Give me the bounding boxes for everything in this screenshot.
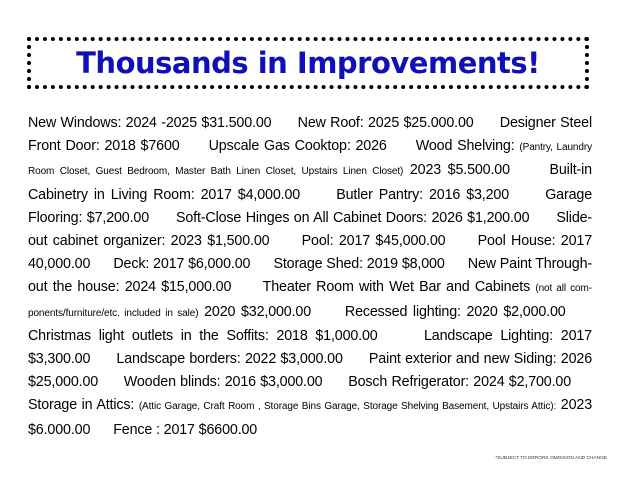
improvement-cost: 2023 $5.500.00 [403,162,510,179]
improvement-text: Slide-out cabinet organizer: 2023 $1,500.00 [28,209,593,250]
title-banner [27,37,589,89]
improvement-item [176,210,529,226]
improvement-item [298,115,474,131]
page-title: Thousands in Improvements! [76,46,540,80]
improvement-text: Landscape borders: 2022 $3,000.00 [116,351,343,368]
improvement-text: Pool House: 2017 40,000.00 [28,233,593,273]
improvement-item [28,328,378,344]
improvement-text: Pool: 2017 $45,000.00 [301,233,446,250]
improvement-text: Fence : 2017 $6600.00 [113,421,258,438]
improvement-text: New Windows: 2024 -2025 $31.500.00 [28,115,272,131]
improvement-text: Recessed lighting: 2020 $2,000.00 [344,303,566,320]
improvement-item [116,351,342,367]
improvement-cost: 2023 $6.000.00 [28,397,593,438]
improvement-item [113,422,257,438]
improvement-text: Storage in Attics: [28,397,139,414]
improvement-cost: 2020 $32,000.00 [198,303,312,320]
improvement-item [345,304,566,320]
improvement-item [348,374,571,390]
improvement-text: New Paint Through-out the house: 2024 $15,000.00 [28,256,593,296]
improvement-text: Landscape Lighting: 2017 $3,300.00 [28,327,592,368]
improvement-note: (not all com-ponents/furniture/etc. included in sale) [28,283,592,319]
improvement-text: Soft-Close Hinges on All Cabinet Doors: 2026 $1,200.00 [175,209,530,226]
improvement-item [336,187,509,203]
improvement-item [124,374,323,390]
improvement-item [113,256,250,272]
improvement-text: New Roof: 2025 $25.000.00 [297,115,474,131]
improvement-item [28,115,271,131]
improvements-list [28,112,592,442]
improvement-text: Bosch Refrigerator: 2024 $2,700.00 [348,374,572,391]
improvement-text: Garage Flooring: $7,200.00 [28,186,592,226]
improvement-item [273,256,444,272]
improvement-text: Christmas light outlets in the Soffits: 2018 $1,000.00 [28,327,378,344]
improvement-text: Theater Room with Wet Bar and Cabinets [262,279,536,296]
improvement-text: Wooden blinds: 2016 $3,000.00 [123,374,323,391]
improvement-note: (Pantry, Laundry Room Closet, Guest Bedroom, Master Bath Linen Closet, Upstairs Linen Closet) [28,142,592,178]
improvement-text: Built-in Cabinetry in Living Room: 2017 $4,000.00 [28,162,592,203]
improvement-text: Wood Shelving: [415,138,520,155]
improvement-note: (Attic Garage, Craft Room , Storage Bins Garage, Storage Shelving Basement, Upstairs Attic): [138,401,557,413]
improvement-text: Designer Steel Front Door: 2018 $7600 [28,115,592,155]
improvement-item [302,233,446,249]
improvement-item [209,138,387,154]
improvement-text: Paint exterior and new Siding: 2026 $25,000.00 [28,351,593,391]
improvement-text: Deck: 2017 $6,000.00 [113,256,251,273]
improvement-text: Upscale Gas Cooktop: 2026 [208,138,387,155]
improvement-text: Butler Pantry: 2016 $3,200 [336,186,510,203]
improvement-text: Storage Shed: 2019 $8,000 [273,256,445,273]
disclaimer-note: *SUBJECT TO ERRORS OMISSION AND CHANGE [495,456,607,461]
